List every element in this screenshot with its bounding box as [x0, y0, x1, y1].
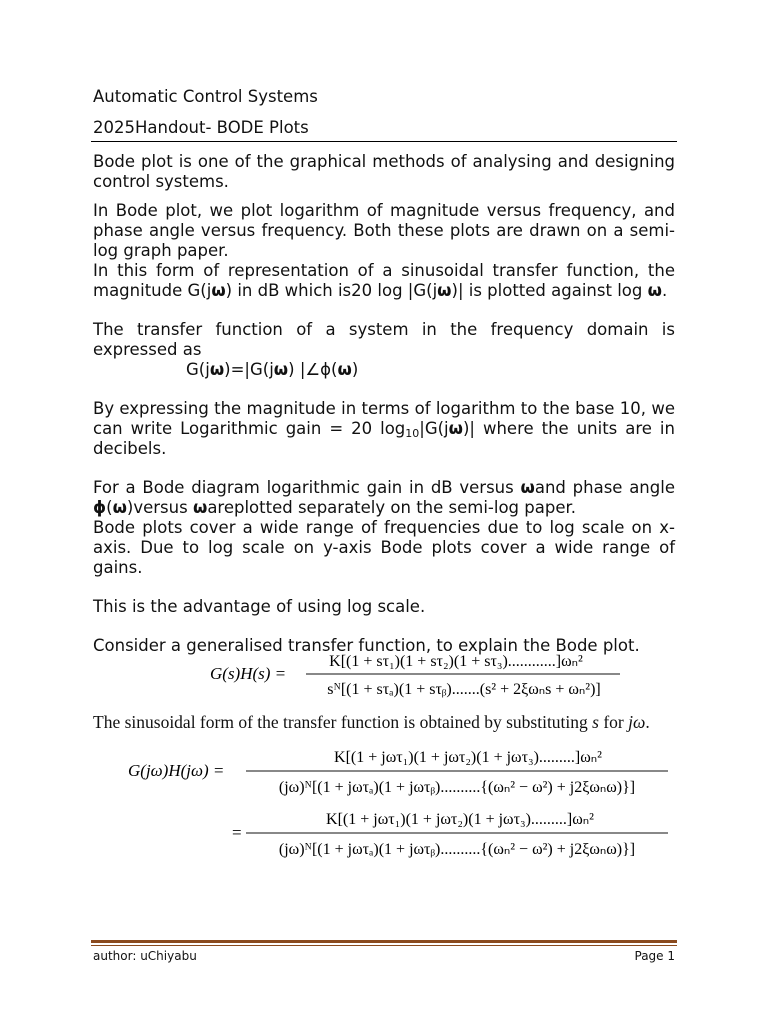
eq3-lhs: G(jω)H(jω) = [128, 761, 225, 780]
equation-sinusoidal-tf [128, 744, 673, 802]
eq4-numerator: K[(1 + jωτ₁)(1 + jωτ₂)(1 + jωτ₃).........]ωₙ² [326, 811, 594, 828]
header-rule [91, 141, 677, 142]
eq2-numerator: K[(1 + sτ₁)(1 + sτ₂)(1 + sτ₃)............]ωₙ² [329, 653, 583, 670]
course-title: Automatic Control Systems [93, 87, 318, 106]
eq3-numerator: K[(1 + jωτ₁)(1 + jωτ₂)(1 + jωτ₃).........]ωₙ² [334, 749, 602, 766]
paragraph-bode-definition: In Bode plot, we plot logarithm of magnitude versus frequency, and phase angle versus frequency. Both these plots are drawn on a semi-log graph paper. [93, 201, 675, 260]
footer-rule-thin [91, 945, 677, 946]
footer-author: author: uChiyabu [93, 949, 197, 963]
handout-title: 2025Handout- BODE Plots [93, 118, 309, 137]
paragraph-generalised: Consider a generalised transfer function, to explain the Bode plot. [93, 636, 640, 655]
footer-page-number: Page 1 [634, 949, 675, 963]
equation-magnitude-phase: G(jω)=|G(jω) |∠ϕ(ω) [186, 360, 359, 379]
paragraph-log-scale: Bode plots cover a wide range of frequencies due to log scale on x-axis. Due to log scale on y-axis Bode plots cover a wide range of gains. [93, 518, 675, 577]
paragraph-bode-diagram: For a Bode diagram logarithmic gain in dB versus ωand phase angle ϕ(ω)versus ωareplotted separately on the semi-log paper. [93, 478, 675, 517]
paragraph-representation: In this form of representation of a sinusoidal transfer function, the magnitude G(jω) in dB which is20 log |G(jω)| is plotted against log ω. [93, 261, 675, 300]
paragraph-advantage: This is the advantage of using log scale. [93, 597, 426, 616]
equation-sinusoidal-tf-repeat [128, 804, 673, 864]
eq2-lhs: G(s)H(s) = [210, 664, 287, 683]
body-text [93, 152, 675, 656]
eq2-denominator: sᴺ[(1 + sτₐ)(1 + sτᵦ).......(s² + 2ξωₙs + ωₙ²)] [327, 681, 601, 698]
equation-generalised-tf [210, 648, 630, 702]
footer-rule [91, 940, 677, 943]
eq3-denominator: (jω)ᴺ[(1 + jωτₐ)(1 + jωτᵦ)..........{(ωₙ² − ω²) + j2ξωₙω)}] [278, 779, 636, 796]
eq4-denominator: (jω)ᴺ[(1 + jωτₐ)(1 + jωτᵦ)..........{(ωₙ² − ω²) + j2ξωₙω)}] [278, 841, 636, 858]
paragraph-log-gain: By expressing the magnitude in terms of logarithm to the base 10, we can write Logarithmic gain = 20 $\log_{10}|G(j\omega)|$ where the units are in decibels. [93, 399, 675, 458]
eq4-equals: = [232, 823, 242, 842]
paragraph-intro: Bode plot is one of the graphical methods of analysing and designing control systems. [93, 152, 675, 191]
paragraph-sinusoidal-form: The sinusoidal form of the transfer function is obtained by substituting s for jω. [93, 712, 650, 732]
paragraph-transfer-function: The transfer function of a system in the frequency domain is expressed as [93, 320, 675, 359]
